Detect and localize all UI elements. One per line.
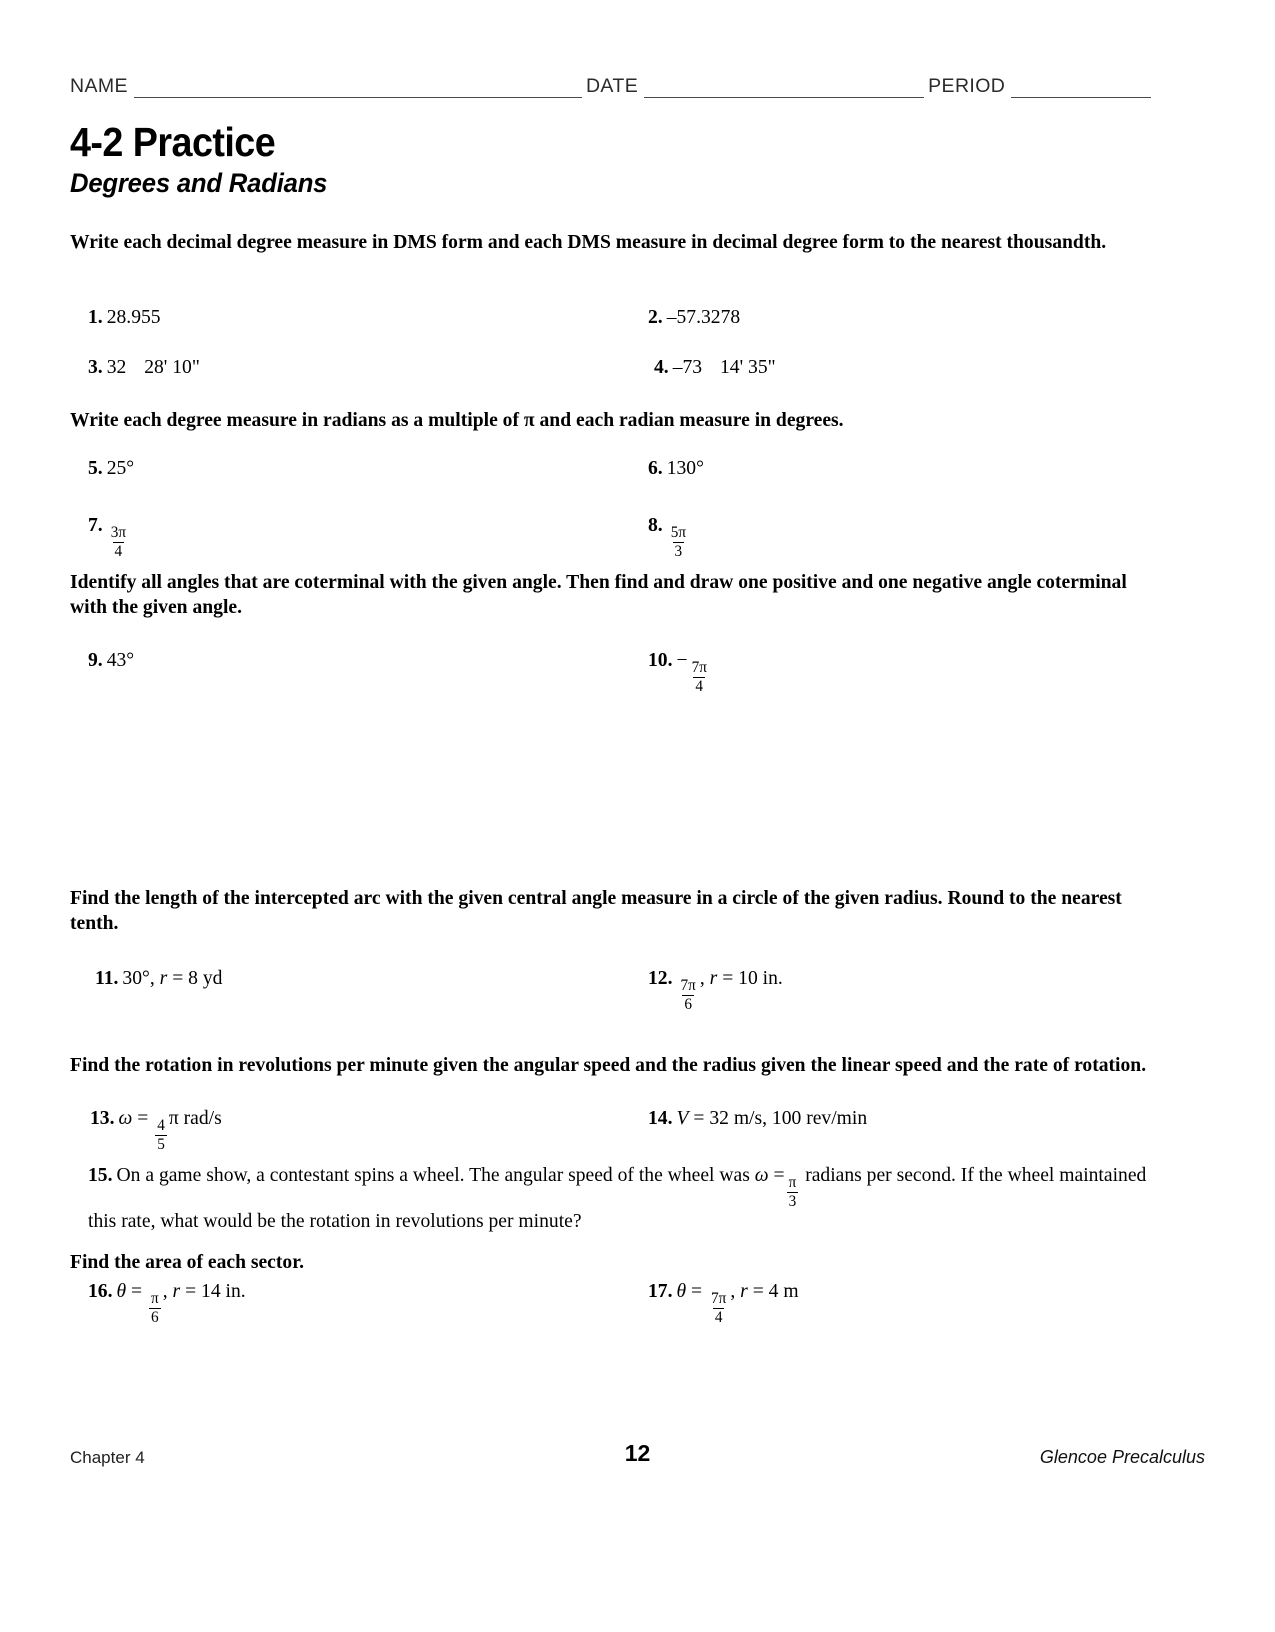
problem-7-fraction xyxy=(109,525,128,559)
problem-12 xyxy=(648,966,783,1012)
problem-2-text: –57.3278 xyxy=(666,307,741,328)
fraction-numerator: 7π xyxy=(680,977,696,995)
footer-page-number: 12 xyxy=(624,1440,651,1466)
fraction-denominator: 5 xyxy=(157,1135,165,1153)
fraction-numerator: 4 xyxy=(157,1117,165,1135)
problem-14-number: 14. xyxy=(648,1108,673,1129)
instruction-radians: Write each degree measure in radians as a multiple of π and each radian measure in degrees. xyxy=(70,410,844,431)
problem-5 xyxy=(88,456,134,481)
fraction-denominator: 3 xyxy=(674,542,683,560)
problem-2-number: 2. xyxy=(648,307,663,328)
problem-7-number: 7. xyxy=(88,515,103,536)
problem-12-fraction xyxy=(679,978,698,1012)
problem-6-text: 130° xyxy=(666,458,704,479)
problem-4-minutes: 14' xyxy=(720,357,744,378)
problem-13-fraction xyxy=(155,1118,167,1152)
instruction-dms: Write each decimal degree measure in DMS form and each DMS measure in decimal degree form to the nearest thousandth. xyxy=(70,232,1107,253)
problem-12-variable: r xyxy=(709,968,718,989)
problem-13-number: 13. xyxy=(90,1108,115,1129)
footer-chapter: Chapter 4 xyxy=(70,1448,145,1467)
fraction-numerator: 5π xyxy=(670,524,687,542)
problem-15-number: 15. xyxy=(88,1165,113,1186)
problem-12-number: 12. xyxy=(648,968,673,989)
problem-15 xyxy=(88,1163,1148,1234)
fraction-denominator: 3 xyxy=(788,1192,797,1210)
date-label: DATE xyxy=(585,75,639,97)
student-info-line xyxy=(70,68,1160,98)
problem-17-fraction xyxy=(709,1291,728,1325)
problem-15-omega: ω xyxy=(754,1165,769,1186)
problem-17 xyxy=(648,1279,799,1325)
problem-5-text: 25° xyxy=(106,458,135,479)
problem-11-number: 11. xyxy=(95,968,119,989)
problem-10-fraction xyxy=(690,660,709,694)
problem-2 xyxy=(648,305,740,330)
problem-11-rest: = 8 yd xyxy=(172,968,223,989)
instruction-rotation: Find the rotation in revolutions per minute given the angular speed and the radius given the linear speed and the rate of rotation. xyxy=(70,1055,1147,1076)
problem-7 xyxy=(88,513,130,559)
problem-3-degrees: 32 xyxy=(106,357,127,378)
problem-16-comma: , xyxy=(162,1281,168,1302)
problem-8-fraction xyxy=(669,525,688,559)
problem-12-rest: = 10 in. xyxy=(722,968,783,989)
problem-17-comma: , xyxy=(730,1281,736,1302)
problem-13 xyxy=(90,1106,222,1152)
page-subtitle: Degrees and Radians xyxy=(70,168,328,198)
problem-3 xyxy=(88,355,200,380)
problem-10-number: 10. xyxy=(648,650,673,671)
fraction-numerator: 3π xyxy=(110,524,127,542)
problem-17-number: 17. xyxy=(648,1281,673,1302)
problem-1-number: 1. xyxy=(88,307,103,328)
fraction-numerator: 7π xyxy=(691,659,707,677)
problem-9-number: 9. xyxy=(88,650,103,671)
problem-16 xyxy=(88,1279,246,1325)
problem-4-number: 4. xyxy=(654,357,669,378)
problem-1 xyxy=(88,305,161,330)
footer-book-title: Glencoe Precalculus xyxy=(1039,1447,1205,1467)
instruction-coterminal: Identify all angles that are coterminal with the given angle. Then find and draw one positive and one negative angle coterminal with the given angle. xyxy=(70,572,1127,618)
problem-10-sign: − xyxy=(676,650,688,671)
instruction-arc-length: Find the length of the intercepted arc with the given central angle measure in a circle of the given radius. Round to the nearest tenth. xyxy=(70,888,1122,934)
problem-15-part1: On a game show, a contestant spins a wheel. The angular speed of the wheel was xyxy=(116,1165,750,1186)
problem-13-omega: ω xyxy=(118,1108,133,1129)
problem-16-variable: r xyxy=(172,1281,181,1302)
name-blank[interactable] xyxy=(134,81,582,98)
problem-17-rest: = 4 m xyxy=(752,1281,799,1302)
problem-11-angle: 30°, xyxy=(122,968,155,989)
fraction-denominator: 4 xyxy=(114,542,123,560)
page-title: 4-2 Practice xyxy=(70,119,276,165)
fraction-denominator: 6 xyxy=(684,995,692,1013)
fraction-numerator: π xyxy=(151,1290,159,1308)
fraction-denominator: 4 xyxy=(714,1308,723,1326)
fraction-denominator: 4 xyxy=(695,677,704,695)
problem-17-theta: θ xyxy=(676,1281,687,1302)
problem-6 xyxy=(648,456,704,481)
problem-11-variable: r xyxy=(159,968,168,989)
problem-8-number: 8. xyxy=(648,515,663,536)
instruction-sector-area: Find the area of each sector. xyxy=(70,1252,304,1273)
problem-14-variable: V xyxy=(676,1108,689,1129)
problem-15-fraction xyxy=(787,1175,799,1209)
problem-3-number: 3. xyxy=(88,357,103,378)
date-blank[interactable] xyxy=(644,81,924,98)
problem-12-comma: , xyxy=(699,968,705,989)
period-blank[interactable] xyxy=(1011,81,1151,98)
problem-13-equals: = xyxy=(137,1108,149,1129)
problem-3-seconds: 10" xyxy=(172,357,200,378)
problem-9-text: 43° xyxy=(106,650,135,671)
problem-16-theta: θ xyxy=(116,1281,127,1302)
problem-5-number: 5. xyxy=(88,458,103,479)
problem-13-rest: π rad/s xyxy=(168,1108,222,1129)
problem-17-equals: = xyxy=(691,1281,703,1302)
name-label: NAME xyxy=(70,75,128,97)
problem-16-equals: = xyxy=(131,1281,143,1302)
period-label: PERIOD xyxy=(928,75,1006,97)
problem-9 xyxy=(88,648,134,673)
problem-1-text: 28.955 xyxy=(106,307,161,328)
problem-15-equals: = xyxy=(773,1165,785,1186)
fraction-numerator: 7π xyxy=(711,1290,727,1308)
problem-16-rest: = 14 in. xyxy=(185,1281,246,1302)
problem-8 xyxy=(648,513,690,559)
fraction-numerator: π xyxy=(788,1174,797,1192)
problem-16-fraction xyxy=(149,1291,161,1325)
problem-4 xyxy=(654,355,776,380)
problem-15-part2: radians per second. If the wheel maintained this rate, what would be the rotation in revolutions per minute? xyxy=(88,1165,1147,1232)
problem-11 xyxy=(95,966,222,991)
problem-10 xyxy=(648,648,711,694)
problem-14 xyxy=(648,1106,867,1131)
problem-16-number: 16. xyxy=(88,1281,113,1302)
problem-17-variable: r xyxy=(740,1281,748,1302)
problem-4-seconds: 35" xyxy=(748,357,776,378)
problem-14-rest: = 32 m/s, 100 rev/min xyxy=(693,1108,868,1129)
problem-4-degrees: –73 xyxy=(672,357,703,378)
problem-3-minutes: 28' xyxy=(144,357,168,378)
problem-6-number: 6. xyxy=(648,458,663,479)
fraction-denominator: 6 xyxy=(151,1308,159,1326)
